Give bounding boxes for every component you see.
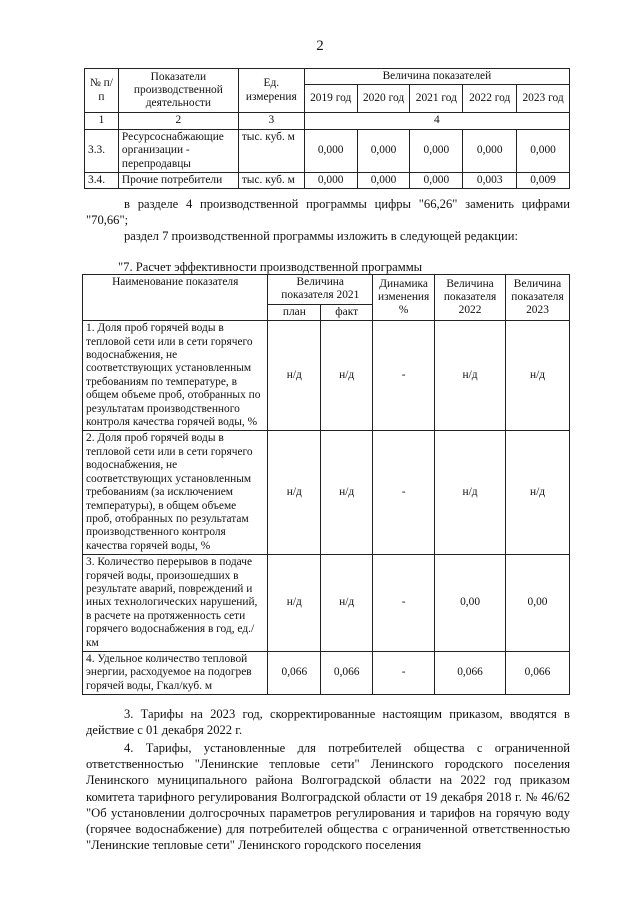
section-title: "7. Расчет эффективности производственной программы: [118, 260, 423, 274]
row-name: Ресурсоснабжающие организации - перепродавцы: [118, 129, 238, 172]
paragraph-item4: 4. Тарифы, установленные для потребителей общества с ограниченной ответственностью "Ленинские тепловые сети" Ленинского городского поселения Ленинского муниципального района Волгоградской области на 2022 год приказом комитета тарифного регулирования Волгоградской области от 19 декабря 2018 г. № 46/62 "Об установлении долгосрочных параметров регулирования и тарифов на горячую воду (горячее водоснабжение) для потребителей общества с ограниченной ответственностью "Ленинские тепловые сети" Ленинского городского поселения: [86, 741, 570, 853]
row-value: 0,000: [463, 129, 517, 172]
row-name: Прочие потребители: [118, 173, 238, 189]
row-num: 3.3.: [85, 129, 119, 172]
header-year: 2019 год: [304, 85, 357, 113]
header-num: № п/п: [85, 69, 119, 113]
index-cell: 3: [238, 113, 304, 129]
table-row: [83, 651, 570, 694]
value-2022: 0,00: [435, 555, 506, 652]
value-2023: н/д: [506, 431, 570, 555]
dynamics-value: -: [373, 555, 435, 652]
row-value: 0,000: [304, 129, 357, 172]
table-row: [85, 173, 570, 189]
row-value: 0,003: [463, 173, 517, 189]
fact-value: 0,066: [321, 651, 373, 694]
row-value: 0,000: [357, 173, 410, 189]
dynamics-value: -: [373, 431, 435, 555]
index-cell: 1: [85, 113, 119, 129]
table-row: [83, 555, 570, 652]
row-num: 3.4.: [85, 173, 119, 189]
plan-value: н/д: [268, 321, 321, 431]
fact-value: н/д: [321, 321, 373, 431]
page-number: 2: [316, 38, 324, 54]
row-unit: тыс. куб. м: [238, 129, 304, 172]
value-2022: н/д: [435, 321, 506, 431]
header-dynamics: Динамика изменения %: [373, 275, 435, 321]
value-2023: 0,066: [506, 651, 570, 694]
plan-value: н/д: [268, 431, 321, 555]
header-values: Величина показателей: [304, 69, 569, 85]
value-2022: н/д: [435, 431, 506, 555]
paragraph-item3: 3. Тарифы на 2023 год, скорректированные настоящим приказом, вводятся в действие с 01 декабря 2022 г.: [86, 707, 570, 738]
row-value: 0,000: [517, 129, 570, 172]
header-year: 2022 год: [463, 85, 517, 113]
indicator-name: 3. Количество перерывов в подаче горячей воды, произошедших в результате аварий, повреждений и иных технологических нарушений, в расчете на протяженность сети горячего водоснабжения в год, ед./км: [83, 555, 268, 652]
value-2023: н/д: [506, 321, 570, 431]
dynamics-value: -: [373, 651, 435, 694]
indicator-name: 2. Доля проб горячей воды в тепловой сети или в сети горячего водоснабжения, не соответствующих установленным требованиям (за исключением температуры), в общем объеме проб, отобранных по результатам производственного контроля качества горячей воды, %: [83, 431, 268, 555]
header-value2022: Величина показателя 2022: [435, 275, 506, 321]
header-year: 2020 год: [357, 85, 410, 113]
value-2022: 0,066: [435, 651, 506, 694]
fact-value: н/д: [321, 431, 373, 555]
header-plan: план: [268, 304, 321, 320]
header-value2023: Величина показателя 2023: [506, 275, 570, 321]
header-year: 2021 год: [410, 85, 463, 113]
header-unit: Ед. измерения: [238, 69, 304, 113]
row-value: 0,000: [410, 173, 463, 189]
value-2023: 0,00: [506, 555, 570, 652]
table-row: [83, 321, 570, 431]
row-unit: тыс. куб. м: [238, 173, 304, 189]
fact-value: н/д: [321, 555, 373, 652]
dynamics-value: -: [373, 321, 435, 431]
paragraph-section4: в разделе 4 производственной программы цифры "66,26" заменить цифрами "70,66";: [86, 197, 570, 228]
row-value: 0,000: [304, 173, 357, 189]
efficiency-table: [82, 274, 570, 695]
indicator-name: 1. Доля проб горячей воды в тепловой сети или в сети горячего водоснабжения, не соответствующих установленным требованиям по температуре, в общем объеме проб, отобранных по результатам производственного контроля качества горячей воды, %: [83, 321, 268, 431]
plan-value: н/д: [268, 555, 321, 652]
row-value: 0,000: [410, 129, 463, 172]
header-name: Наименование показателя: [83, 275, 268, 321]
paragraph-section7: раздел 7 производственной программы изложить в следующей редакции:: [124, 229, 518, 243]
header-indicator: Показатели производственной деятельности: [118, 69, 238, 113]
index-cell: 2: [118, 113, 238, 129]
header-year: 2023 год: [517, 85, 570, 113]
production-indicators-table: [84, 68, 570, 189]
row-value: 0,009: [517, 173, 570, 189]
indicator-name: 4. Удельное количество тепловой энергии, расходуемое на подогрев горячей воды, Гкал/куб. м: [83, 651, 268, 694]
table-row: [83, 431, 570, 555]
header-fact: факт: [321, 304, 373, 320]
row-value: 0,000: [357, 129, 410, 172]
table-row: [85, 129, 570, 172]
header-value2021: Величина показателя 2021: [268, 275, 373, 305]
index-cell: 4: [304, 113, 569, 129]
plan-value: 0,066: [268, 651, 321, 694]
